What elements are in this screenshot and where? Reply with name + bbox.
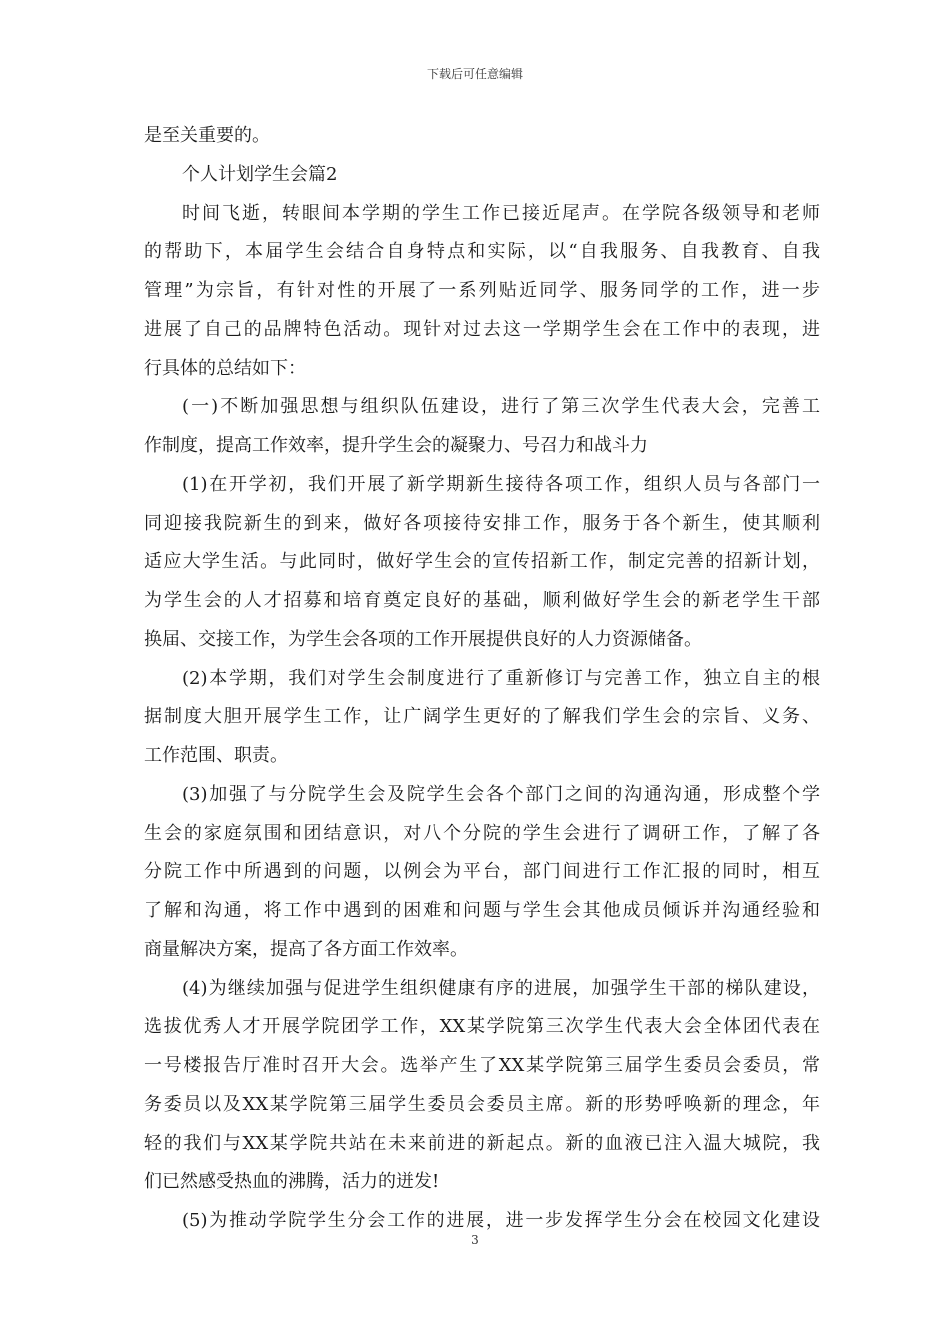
text-line: 行具体的总结如下：: [144, 357, 306, 379]
text-line: 为学生会的人才招募和培育奠定良好的基础，顺利做好学生会的新老学生干部: [144, 590, 820, 611]
text-line: (1)在开学初，我们开展了新学期新生接待各项工作，组织人员与各部门一: [182, 473, 820, 495]
text-line: 时间飞逝，转眼间本学期的学生工作已接近尾声。在学院各级领导和老师: [182, 202, 820, 224]
text-line: 进展了自己的品牌特色活动。现针对过去这一学期学生会在工作中的表现，进: [144, 318, 820, 340]
text-line: (2)本学期，我们对学生会制度进行了重新修订与完善工作，独立自主的根: [182, 667, 820, 689]
text-line: 一号楼报告厅准时召开大会。选举产生了XX某学院第三届学生委员会委员，常: [144, 1055, 820, 1076]
text-line: (3)加强了与分院学生会及院学生会各个部门之间的沟通沟通，形成整个学: [182, 783, 820, 805]
text-line: 轻的我们与XX某学院共站在未来前进的新起点。新的血液已注入温大城院，我: [144, 1132, 820, 1154]
text-line: 是至关重要的。: [144, 125, 270, 146]
text-line: 了解和沟通，将工作中遇到的困难和问题与学生会其他成员倾诉并沟通经验和: [144, 900, 820, 921]
text-line: 同迎接我院新生的到来，做好各项接待安排工作，服务于各个新生，使其顺利: [144, 512, 820, 534]
text-line: 务委员以及XX某学院第三届学生委员会委员主席。新的形势呼唤新的理念，年: [144, 1093, 820, 1115]
text-line: 生会的家庭氛围和团结意识，对八个分院的学生会进行了调研工作，了解了各: [144, 822, 820, 844]
text-line: 管理”为宗旨，有针对性的开展了一系列贴近同学、服务同学的工作，进一步: [144, 280, 820, 301]
page-header: 下载后可任意编辑: [426, 67, 523, 81]
text-line: 据制度大胆开展学生工作，让广阔学生更好的了解我们学生会的宗旨、义务、: [144, 706, 820, 728]
text-line: 分院工作中所遇到的问题，以例会为平台，部门间进行工作汇报的同时，相互: [144, 861, 820, 883]
text-line: (一)不断加强思想与组织队伍建设，进行了第三次学生代表大会，完善工: [182, 396, 820, 418]
text-line: 选拔优秀人才开展学院团学工作，XX某学院第三次学生代表大会全体团代表在: [144, 1016, 820, 1038]
text-line: (4)为继续加强与促进学生组织健康有序的进展，加强学生干部的梯队建设，: [182, 977, 820, 999]
text-line: 作制度，提高工作效率，提升学生会的凝聚力、号召力和战斗力: [144, 435, 648, 456]
text-line: 商量解决方案，提高了各方面工作效率。: [144, 938, 468, 960]
text-line: (5)为推动学院学生分会工作的进展，进一步发挥学生分会在校园文化建设: [182, 1210, 820, 1231]
text-line: 适应大学生活。与此同时，做好学生会的宣传招新工作，制定完善的招新计划，: [144, 551, 820, 573]
text-line: 们已然感受热血的沸腾，活力的迸发!: [144, 1171, 440, 1193]
text-line: 个人计划学生会篇2: [182, 163, 338, 185]
text-line: 工作范围、职责。: [144, 745, 288, 766]
text-line: 换届、交接工作，为学生会各项的工作开展提供良好的人力资源储备。: [144, 628, 702, 650]
text-line: 的帮助下，本届学生会结合自身特点和实际，以“自我服务、自我教育、自我: [144, 241, 820, 263]
page-number: 3: [471, 1233, 479, 1247]
document-body: [144, 117, 820, 1241]
